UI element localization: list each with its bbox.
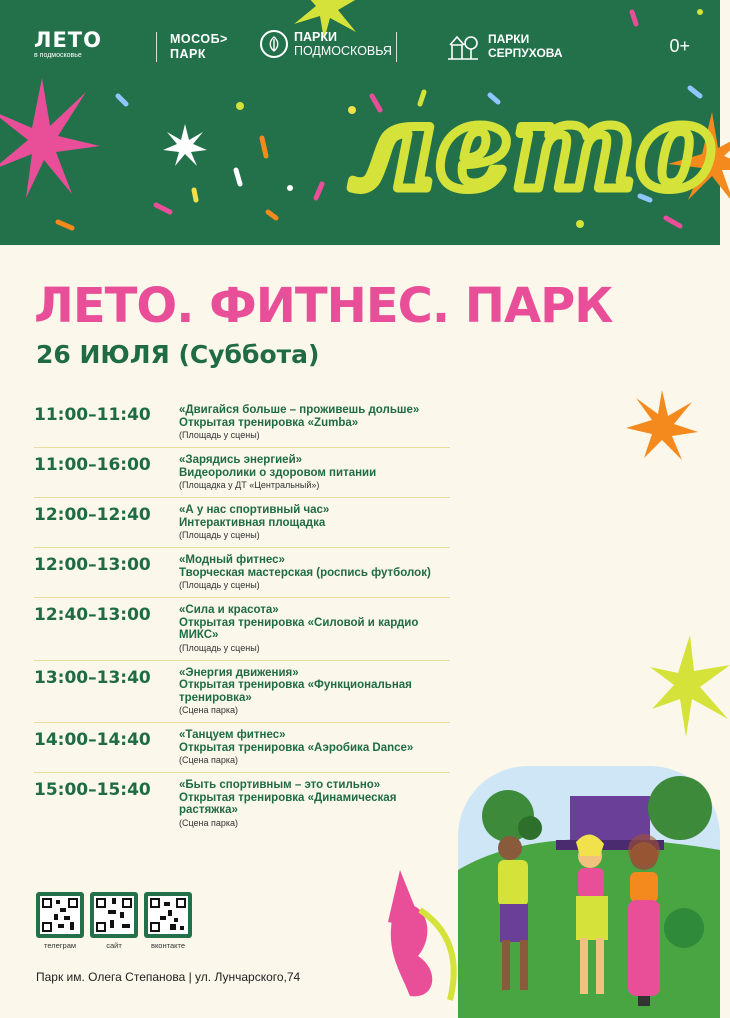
qr-caption: вконтакте xyxy=(150,941,186,950)
qr-codes xyxy=(36,892,192,950)
qr-code-icon xyxy=(36,892,84,938)
qr-code-icon xyxy=(90,892,138,938)
schedule-time: 12:00–13:00 xyxy=(34,555,151,575)
park-building-icon xyxy=(446,31,480,61)
event-location: (Сцена парка) xyxy=(179,755,239,765)
parki-logo-line2: ПОДМОСКОВЬЯ xyxy=(294,44,392,58)
event-description: Видеоролики о здоровом питании xyxy=(179,466,377,479)
qr-vkontakte[interactable] xyxy=(144,892,192,950)
leto-logo-text: ЛЕТО xyxy=(34,28,102,52)
age-rating: 0+ xyxy=(669,36,690,56)
orange-star-decoration xyxy=(622,386,702,466)
event-location: (Площадка у ДТ «Центральный») xyxy=(179,480,320,490)
page-title: ЛЕТО. ФИТНЕС. ПАРК xyxy=(34,278,613,334)
serp-logo-line2: СЕРПУХОВА xyxy=(488,46,563,60)
schedule-time: 11:00–11:40 xyxy=(34,405,151,425)
mosobpark-logo-line1: МОСОБ> xyxy=(170,32,228,46)
serp-logo-line1: ПАРКИ xyxy=(488,32,530,46)
schedule-row xyxy=(34,448,450,498)
event-location: (Площадь у сцены) xyxy=(179,530,260,540)
event-description: Открытая тренировка «Силовой и кардио МИКС» xyxy=(179,616,419,641)
event-description: Творческая мастерская (роспись футболок) xyxy=(179,566,431,579)
leto-script-lettering xyxy=(340,70,716,220)
event-date: 26 ИЮЛЯ (Суббота) xyxy=(36,340,320,369)
leto-logo xyxy=(34,30,102,60)
event-title: «Энергия движения» xyxy=(179,666,299,679)
event-description: Открытая тренировка «Zumba» xyxy=(179,416,359,429)
event-description: Интерактивная площадка xyxy=(179,516,326,529)
mosobpark-logo-line2: ПАРК xyxy=(170,47,206,61)
schedule-row xyxy=(34,398,450,448)
schedule-time: 12:40–13:00 xyxy=(34,605,151,625)
schedule-time: 15:00–15:40 xyxy=(34,780,151,800)
event-title: «Модный фитнес» xyxy=(179,554,285,566)
schedule-row xyxy=(34,498,450,548)
leto-script-text: лето xyxy=(350,77,716,216)
event-location: (Площадь у сцены) xyxy=(179,430,260,440)
park-address: Парк им. Олега Степанова | ул. Лунчарского,74 xyxy=(36,970,301,984)
schedule-row xyxy=(34,548,450,598)
parki-podmoskovya-logo xyxy=(260,30,392,58)
schedule-time: 11:00–16:00 xyxy=(34,455,151,475)
parki-serpukhova-logo xyxy=(446,31,563,61)
event-title: «Зарядись энергией» xyxy=(179,454,303,466)
header-banner xyxy=(0,0,720,245)
schedule-time: 13:00–13:40 xyxy=(34,667,151,688)
event-title: «Танцуем фитнес» xyxy=(179,729,286,741)
qr-site[interactable] xyxy=(90,892,138,950)
logo-divider xyxy=(396,32,397,62)
event-location: (Площадь у сцены) xyxy=(179,642,260,653)
qr-telegram[interactable] xyxy=(36,892,84,950)
qr-caption: сайт xyxy=(106,941,122,950)
logo-divider xyxy=(156,32,157,62)
event-location: (Сцена парка) xyxy=(179,817,239,828)
schedule-time: 12:00–12:40 xyxy=(34,505,151,525)
leto-logo-subtext: в подмосковье xyxy=(34,52,82,59)
event-title: «Сила и красота» xyxy=(179,604,279,616)
qr-caption: телеграм xyxy=(43,941,77,950)
schedule-row xyxy=(34,661,450,724)
event-title: «Быть спортивным – это стильно» xyxy=(179,779,381,791)
lime-star-decoration xyxy=(650,630,730,740)
fitness-park-illustration xyxy=(380,760,720,1018)
qr-code-icon xyxy=(144,892,192,938)
event-title: «А у нас спортивный час» xyxy=(179,504,330,516)
event-description: Открытая тренировка «Функциональная тренировка» xyxy=(179,679,412,704)
leaf-icon xyxy=(260,30,288,58)
event-location: (Площадь у сцены) xyxy=(179,580,260,590)
event-description: Открытая тренировка «Динамическая растяжка» xyxy=(179,791,397,816)
parki-logo-line1: ПАРКИ xyxy=(294,30,337,44)
schedule-time: 14:00–14:40 xyxy=(34,730,151,750)
event-location: (Сцена парка) xyxy=(179,705,239,715)
event-description: Открытая тренировка «Аэробика Dance» xyxy=(179,741,414,754)
event-title: «Двигайся больше – проживешь дольше» xyxy=(179,404,420,416)
schedule-row xyxy=(34,598,450,661)
mosobpark-logo xyxy=(170,32,228,62)
